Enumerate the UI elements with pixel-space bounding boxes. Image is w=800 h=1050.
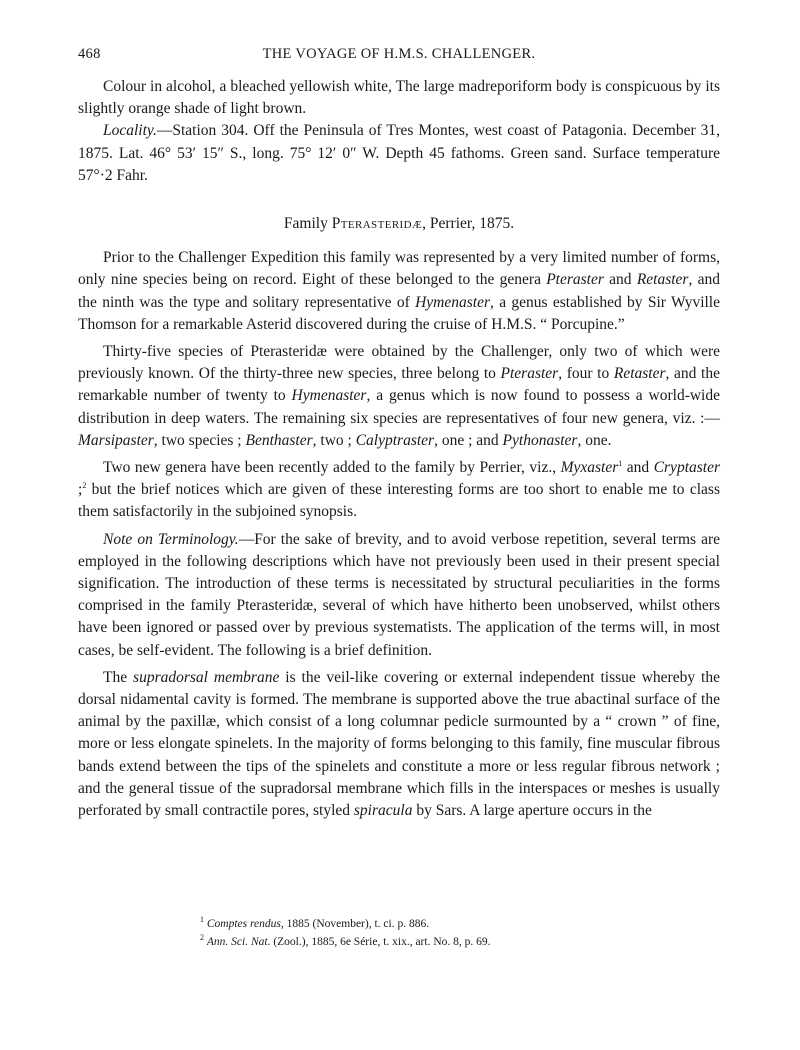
text-run: Prior to the Challenger Expedition this family was represented by a very limited number of forms, only nine species being on record. Eight of these belonged to the genera	[78, 249, 720, 289]
note-label: Note on Terminology.	[103, 530, 239, 548]
text-run: , two ;	[312, 431, 356, 449]
genus-name: Calyptraster	[355, 431, 435, 449]
footnote-journal: Ann. Sci. Nat.	[206, 936, 271, 948]
locality-label: Locality.	[103, 122, 157, 140]
footnote-text: , 1885 (November), t. ci. p. 886.	[280, 918, 430, 930]
paragraph-supradorsal	[78, 667, 720, 822]
text-run: and	[603, 271, 637, 289]
body-text	[78, 76, 720, 822]
genus-name: Retaster	[636, 271, 689, 289]
footnote-mark: 2	[200, 933, 204, 943]
footnote-journal: Comptes rendus	[206, 918, 281, 930]
text-run: by Sars. A large aperture occurs in the	[412, 802, 652, 820]
genus-name: Pteraster	[500, 365, 559, 383]
text-run: is the veil-like covering or external independent tissue whereby the dorsal nidamental cavity is formed. The membrane is supported above the true abactinal surface of the animal by the paxillæ, which consist of a long columnar pedicle surmounted by a “ crown ” of fine, more or less elongate spinelets. In the majority of forms belonging to this family, fine muscular fibrous bands extend between the tips of the spinelets and constitute a more or less regular fibrous network ; and the general tissue of the supradorsal membrane which fills in the interspaces or meshes is usually perforated by small contractile pores, styled	[78, 668, 720, 820]
text-run: Thirty-five species of Pterasteridæ were obtained by the Challenger, only two of which were previously known. Of the thirty-three new species, three belong to	[78, 343, 720, 383]
page-number: 468	[78, 46, 101, 62]
paragraph-prior	[78, 247, 720, 336]
running-title: THE VOYAGE OF H.M.S. CHALLENGER.	[262, 46, 536, 62]
genus-name: Benthaster	[245, 431, 313, 449]
text-run: , one.	[577, 431, 612, 449]
genus-name: Marsipaster	[78, 431, 154, 449]
genus-name: Pythonaster	[502, 431, 578, 449]
text-run: , four to	[558, 365, 614, 383]
term: spiracula	[353, 802, 413, 820]
term: supradorsal membrane	[133, 668, 280, 686]
genus-name: Hymenaster	[291, 387, 367, 405]
footnote-ref: 2	[82, 481, 87, 491]
running-header	[78, 46, 720, 68]
heading-prefix: Family	[283, 215, 332, 233]
text-run: The	[103, 668, 134, 686]
heading-family-name: Pterasteridæ	[331, 215, 423, 233]
footnote-text: (Zool.), 1885, 6e Série, t. xix., art. No. 8, p. 69.	[270, 936, 491, 948]
text-run: —For the sake of brevity, and to avoid verbose repetition, several terms are employed in the following descriptions which have not previously been used in their present special signification. The introduction of these terms is necessitated by structural peculiarities in the forms comprised in the family Pterasteridæ, several of which have hitherto been unobserved, whilst others have been ignored or passed over by previous systematists. The application of the terms will, in most cases, be self-evident. The following is a brief definition.	[78, 530, 720, 659]
paragraph-locality	[78, 120, 720, 187]
genus-name: Retaster	[613, 365, 666, 383]
footnote	[200, 915, 700, 933]
paragraph-note-terminology	[78, 529, 720, 662]
text-run: but the brief notices which are given of these interesting forms are too short to enable me to class them satisfactorily in the subjoined synopsis.	[78, 481, 720, 521]
text-run: , one ; and	[434, 431, 503, 449]
footnotes	[200, 915, 700, 951]
genus-name: Myxaster	[560, 459, 619, 477]
heading-suffix: , Perrier, 1875.	[422, 215, 515, 233]
text-run: , and the ninth was the type and solitary representative of	[78, 271, 720, 311]
text-run: Two new genera have been recently added to the family by Perrier, viz.,	[103, 459, 561, 477]
text-run: , two species ;	[153, 431, 246, 449]
text-run: , and the remarkable number of twenty to	[78, 365, 720, 405]
footnote-ref: 1	[618, 458, 623, 468]
genus-name: Pteraster	[546, 271, 604, 289]
paragraph-two-new-genera	[78, 457, 720, 524]
family-heading	[78, 213, 720, 235]
genus-name: Hymenaster	[415, 293, 490, 311]
text-run: , a genus which is now found to possess a world-wide distribution in deep waters. The remaining six species are representatives of four new genera, viz. :—	[78, 387, 720, 427]
paragraph-colour: Colour in alcohol, a bleached yellowish white, The large madreporiform body is conspicuous by its slightly orange shade of light brown.	[78, 78, 720, 118]
genus-name: Cryptaster	[653, 459, 720, 477]
paragraph-thirty-five	[78, 341, 720, 452]
footnote	[200, 933, 700, 951]
text-run: ;	[78, 481, 83, 499]
text-run: and	[622, 459, 654, 477]
locality-text: —Station 304. Off the Peninsula of Tres Montes, west coast of Patagonia. December 31, 1875. Lat. 46° 53′ 15″ S., long. 75° 12′ 0″ W. Depth 45 fathoms. Green sand. Surface temperature 57°·2 Fahr.	[78, 122, 720, 184]
text-run: , a genus established by Sir Wyville Thomson for a remarkable Asterid discovered during the cruise of H.M.S. “ Porcupine.”	[78, 293, 720, 333]
footnote-mark: 1	[200, 915, 204, 925]
